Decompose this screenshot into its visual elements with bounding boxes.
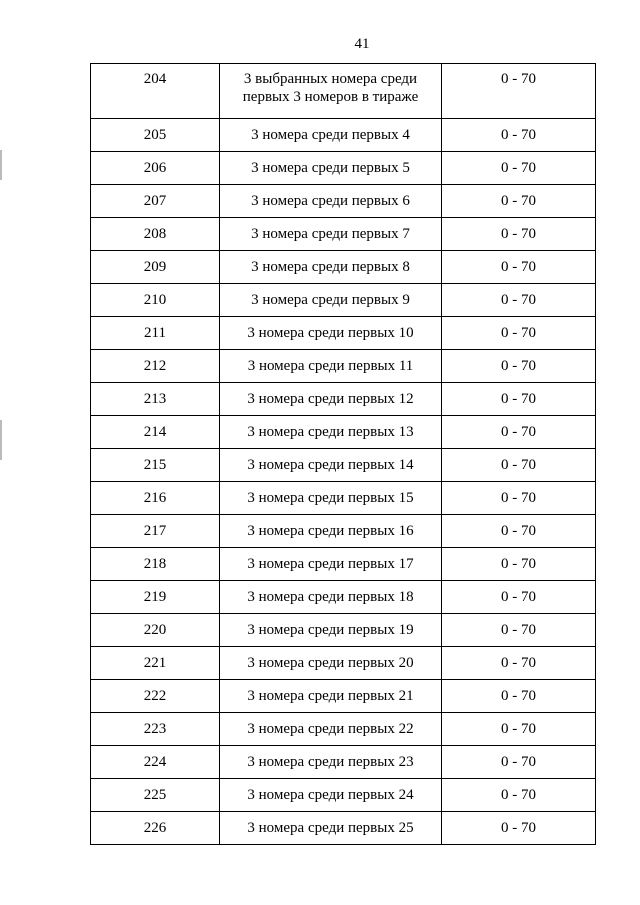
- table-row: [91, 64, 596, 119]
- row-number-cell: 221: [91, 647, 220, 680]
- description-cell: 3 номера среди первых 22: [220, 713, 442, 746]
- description-cell: 3 номера среди первых 13: [220, 416, 442, 449]
- row-number-cell: 212: [91, 350, 220, 383]
- table-row: [91, 614, 596, 647]
- table-row: [91, 119, 596, 152]
- description-cell: 3 номера среди первых 23: [220, 746, 442, 779]
- range-cell: 0 - 70: [442, 449, 596, 482]
- table-row: [91, 713, 596, 746]
- table-row: [91, 317, 596, 350]
- scan-edge-mark: [0, 150, 2, 180]
- range-cell: 0 - 70: [442, 119, 596, 152]
- range-cell: 0 - 70: [442, 713, 596, 746]
- range-cell: 0 - 70: [442, 185, 596, 218]
- description-cell: 3 номера среди первых 9: [220, 284, 442, 317]
- table-row: [91, 383, 596, 416]
- description-cell: 3 номера среди первых 17: [220, 548, 442, 581]
- row-number-cell: 207: [91, 185, 220, 218]
- description-cell: 3 номера среди первых 15: [220, 482, 442, 515]
- row-number-cell: 219: [91, 581, 220, 614]
- table-row: [91, 515, 596, 548]
- table-row: [91, 647, 596, 680]
- scan-edge-mark: [0, 420, 2, 460]
- range-cell: 0 - 70: [442, 218, 596, 251]
- description-cell: 3 выбранных номера среди первых 3 номеров в тираже: [220, 64, 442, 119]
- range-cell: 0 - 70: [442, 251, 596, 284]
- description-cell: 3 номера среди первых 6: [220, 185, 442, 218]
- description-cell: 3 номера среди первых 10: [220, 317, 442, 350]
- table-row: [91, 581, 596, 614]
- description-cell: 3 номера среди первых 16: [220, 515, 442, 548]
- table-row: [91, 779, 596, 812]
- description-cell: 3 номера среди первых 7: [220, 218, 442, 251]
- range-cell: 0 - 70: [442, 284, 596, 317]
- description-cell: 3 номера среди первых 20: [220, 647, 442, 680]
- table-row: [91, 350, 596, 383]
- description-cell: 3 номера среди первых 21: [220, 680, 442, 713]
- table-row: [91, 548, 596, 581]
- row-number-cell: 222: [91, 680, 220, 713]
- range-cell: 0 - 70: [442, 779, 596, 812]
- range-cell: 0 - 70: [442, 152, 596, 185]
- table-row: [91, 449, 596, 482]
- row-number-cell: 209: [91, 251, 220, 284]
- range-cell: 0 - 70: [442, 317, 596, 350]
- description-cell: 3 номера среди первых 18: [220, 581, 442, 614]
- row-number-cell: 224: [91, 746, 220, 779]
- table-row: [91, 812, 596, 845]
- row-number-cell: 225: [91, 779, 220, 812]
- row-number-cell: 223: [91, 713, 220, 746]
- row-number-cell: 216: [91, 482, 220, 515]
- description-cell: 3 номера среди первых 4: [220, 119, 442, 152]
- row-number-cell: 217: [91, 515, 220, 548]
- table-row: [91, 482, 596, 515]
- row-number-cell: 220: [91, 614, 220, 647]
- description-cell: 3 номера среди первых 14: [220, 449, 442, 482]
- table-row: [91, 746, 596, 779]
- row-number-cell: 206: [91, 152, 220, 185]
- range-cell: 0 - 70: [442, 64, 596, 119]
- row-number-cell: 226: [91, 812, 220, 845]
- table-row: [91, 185, 596, 218]
- range-cell: 0 - 70: [442, 581, 596, 614]
- table-row: [91, 416, 596, 449]
- range-cell: 0 - 70: [442, 812, 596, 845]
- row-number-cell: 210: [91, 284, 220, 317]
- range-cell: 0 - 70: [442, 383, 596, 416]
- table-row: [91, 284, 596, 317]
- range-cell: 0 - 70: [442, 680, 596, 713]
- range-cell: 0 - 70: [442, 746, 596, 779]
- description-cell: 3 номера среди первых 8: [220, 251, 442, 284]
- page-number: 41: [354, 36, 370, 52]
- range-cell: 0 - 70: [442, 482, 596, 515]
- table-body: [91, 64, 596, 845]
- row-number-cell: 218: [91, 548, 220, 581]
- description-cell: 3 номера среди первых 5: [220, 152, 442, 185]
- row-number-cell: 215: [91, 449, 220, 482]
- table-row: [91, 152, 596, 185]
- row-number-cell: 204: [91, 64, 220, 119]
- table-row: [91, 251, 596, 284]
- row-number-cell: 208: [91, 218, 220, 251]
- range-cell: 0 - 70: [442, 515, 596, 548]
- description-cell: 3 номера среди первых 11: [220, 350, 442, 383]
- description-cell: 3 номера среди первых 25: [220, 812, 442, 845]
- row-number-cell: 211: [91, 317, 220, 350]
- range-cell: 0 - 70: [442, 548, 596, 581]
- row-number-cell: 213: [91, 383, 220, 416]
- row-number-cell: 214: [91, 416, 220, 449]
- range-cell: 0 - 70: [442, 647, 596, 680]
- table-row: [91, 680, 596, 713]
- row-number-cell: 205: [91, 119, 220, 152]
- range-cell: 0 - 70: [442, 350, 596, 383]
- description-cell: 3 номера среди первых 19: [220, 614, 442, 647]
- data-table: [90, 63, 596, 845]
- table-row: [91, 218, 596, 251]
- range-cell: 0 - 70: [442, 614, 596, 647]
- description-cell: 3 номера среди первых 24: [220, 779, 442, 812]
- range-cell: 0 - 70: [442, 416, 596, 449]
- description-cell: 3 номера среди первых 12: [220, 383, 442, 416]
